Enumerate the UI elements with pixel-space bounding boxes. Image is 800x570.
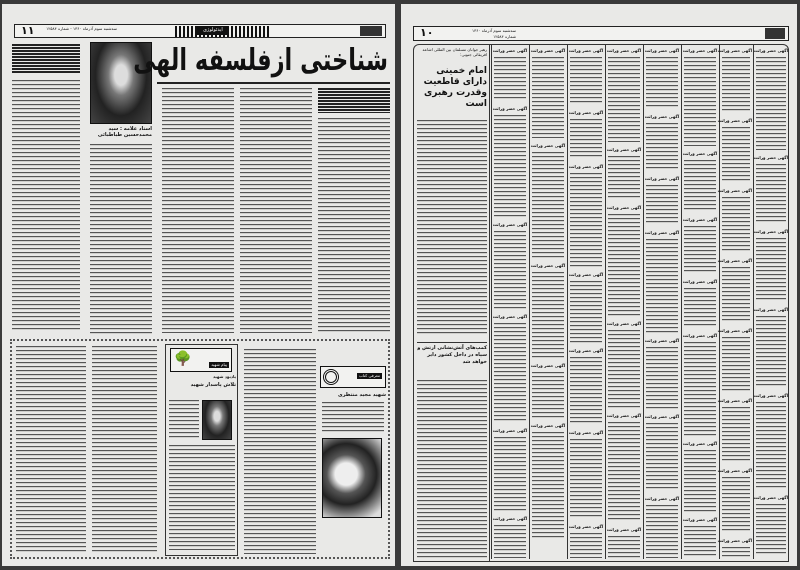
ad-heading: آگهی حصر وراثت	[753, 229, 788, 234]
ad-heading: آگهی حصر وراثت	[644, 496, 680, 501]
page-number: ١١	[21, 24, 35, 37]
ad-heading: آگهی حصر وراثت	[682, 217, 718, 222]
article-column	[417, 120, 487, 335]
page-header-band	[14, 24, 386, 38]
ad-text	[608, 156, 640, 200]
ad-text	[608, 57, 640, 142]
article-column	[240, 88, 312, 333]
ad-heading: آگهی حصر وراثت	[492, 516, 528, 521]
ad-text	[722, 547, 750, 558]
section-label: ایدئولوژی	[197, 26, 229, 35]
divider	[489, 44, 490, 562]
tree-icon: 🌳 پیام شهید	[170, 348, 232, 372]
left-page	[2, 4, 395, 566]
ad-text	[722, 197, 750, 253]
date-line: سه‌شنبه سوم آذرماه ۱۳۶۰	[472, 28, 516, 33]
box-subtitle: یادبود شهید	[212, 374, 236, 379]
ad-text	[684, 57, 716, 146]
ad-column	[681, 44, 718, 559]
ad-heading: آگهی حصر وراثت	[753, 393, 788, 398]
ad-text	[684, 342, 716, 436]
ad-heading: آگهی حصر وراثت	[568, 48, 604, 53]
book-cover-photo	[322, 438, 382, 518]
box-text	[169, 445, 235, 550]
ad-heading: آگهی حصر وراثت	[530, 48, 566, 53]
ad-text	[570, 439, 602, 519]
ad-heading: آگهی حصر وراثت	[682, 279, 718, 284]
newspaper-logo	[765, 28, 785, 39]
ad-heading: آگهی حصر وراثت	[753, 307, 788, 312]
ad-text	[608, 214, 640, 316]
ad-text	[684, 288, 716, 328]
issue-line: شماره ۱۲۵۸۴	[493, 34, 516, 39]
martyr-photo	[202, 400, 232, 440]
headline: امام خمینی دارای قاطعیت وقدرت رهبری است	[423, 66, 487, 109]
ad-text	[494, 57, 526, 101]
ad-text	[646, 423, 678, 491]
ad-heading: آگهی حصر وراثت	[644, 176, 680, 181]
ad-text	[494, 525, 526, 558]
intro-text	[12, 44, 80, 74]
ad-heading: آگهی حصر وراثت	[492, 106, 528, 111]
ad-heading: آگهی حصر وراثت	[530, 423, 566, 428]
kicker: رهبر جوانان مسلمان بین المللی اشاعه افریقائی جنوبی:	[422, 47, 487, 57]
box-name: تلاش پاسدار شهید	[190, 382, 236, 388]
ad-heading: آگهی حصر وراثت	[492, 222, 528, 227]
ad-text	[722, 127, 750, 183]
ad-text	[646, 185, 678, 225]
article-column	[12, 80, 80, 330]
date-line: سه‌شنبه سوم آذرماه ۱۳۶۰ - شماره ۱۲۵۸۴	[46, 26, 117, 31]
ad-text	[646, 239, 678, 333]
ad-heading: آگهی حصر وراثت	[753, 155, 788, 160]
ad-heading: آگهی حصر وراثت	[644, 414, 680, 419]
ad-text	[722, 267, 750, 323]
box-name: شهید مجید منتظری	[338, 392, 386, 398]
photo-caption: استاد علامه : سید محمدحسین طباطبائی	[97, 126, 152, 138]
ad-heading: آگهی حصر وراثت	[682, 48, 718, 53]
ad-heading: آگهی حصر وراثت	[492, 48, 528, 53]
ad-text	[684, 526, 716, 558]
article-column	[244, 349, 316, 554]
ad-column	[567, 44, 604, 559]
ad-column	[529, 44, 566, 559]
ad-heading: آگهی حصر وراثت	[753, 495, 788, 500]
book-logo-icon	[320, 366, 386, 388]
ad-text	[570, 281, 602, 343]
newspaper-logo	[360, 26, 382, 36]
ad-text	[756, 57, 786, 150]
ad-heading: آگهی حصر وراثت	[753, 48, 788, 53]
ad-text	[722, 477, 750, 533]
article-title: شناختی ازفلسفه الهی	[133, 43, 388, 78]
ad-column	[605, 44, 642, 559]
ad-heading: آگهی حصر وراثت	[530, 263, 566, 268]
page-header-band	[413, 26, 789, 41]
ad-heading: آگهی حصر وراثت	[682, 517, 718, 522]
ad-text	[570, 533, 602, 558]
article-column	[162, 88, 234, 333]
ad-heading: آگهی حصر وراثت	[644, 48, 680, 53]
ad-text	[570, 119, 602, 159]
ad-text	[608, 330, 640, 408]
article-column	[318, 118, 390, 333]
ad-heading: آگهی حصر وراثت	[606, 205, 642, 210]
box-label: معرفی کتاب	[359, 373, 380, 378]
ad-text	[532, 152, 564, 258]
ad-column	[491, 44, 528, 559]
ad-text	[494, 115, 526, 217]
article-column	[90, 144, 152, 334]
ad-text	[756, 238, 786, 302]
ad-heading: آگهی حصر وراثت	[568, 164, 604, 169]
ad-heading: آگهی حصر وراثت	[682, 333, 718, 338]
ad-text	[684, 160, 716, 212]
ad-heading: آگهی حصر وراثت	[568, 272, 604, 277]
ad-text	[756, 164, 786, 224]
ad-column	[643, 44, 680, 559]
ad-text	[646, 347, 678, 409]
ad-text	[722, 337, 750, 393]
ad-heading: آگهی حصر وراثت	[717, 258, 752, 263]
ad-heading: آگهی حصر وراثت	[717, 188, 752, 193]
ad-heading: آگهی حصر وراثت	[568, 110, 604, 115]
ad-heading: آگهی حصر وراثت	[492, 314, 528, 319]
ad-text	[570, 57, 602, 105]
ad-heading: آگهی حصر وراثت	[606, 413, 642, 418]
ad-heading: آگهی حصر وراثت	[644, 114, 680, 119]
article-column	[417, 380, 487, 558]
ad-column	[753, 44, 788, 559]
article-column	[16, 346, 86, 554]
ad-heading: آگهی حصر وراثت	[682, 441, 718, 446]
ad-text	[608, 422, 640, 522]
ad-text	[646, 123, 678, 171]
ad-text	[532, 57, 564, 138]
ad-text	[532, 272, 564, 358]
ad-heading: آگهی حصر وراثت	[644, 230, 680, 235]
page-number: ۱۰	[420, 26, 434, 39]
ad-text	[608, 536, 640, 558]
ad-heading: آگهی حصر وراثت	[644, 338, 680, 343]
ad-text	[570, 357, 602, 425]
right-page	[401, 4, 797, 566]
book-box	[320, 366, 386, 556]
ad-heading: آگهی حصر وراثت	[717, 398, 752, 403]
ad-heading: آگهی حصر وراثت	[717, 118, 752, 123]
ad-text	[756, 402, 786, 490]
box-label: پیام شهید	[211, 362, 227, 367]
ad-text	[646, 505, 678, 558]
ad-text	[532, 372, 564, 418]
ad-heading: آگهی حصر وراثت	[568, 430, 604, 435]
ad-text	[684, 226, 716, 274]
ad-heading: آگهی حصر وراثت	[682, 151, 718, 156]
divider	[157, 82, 390, 84]
ad-heading: آگهی حصر وراثت	[717, 468, 752, 473]
box-text	[322, 402, 384, 432]
ad-heading: آگهی حصر وراثت	[492, 428, 528, 433]
ad-text	[494, 323, 526, 423]
ad-text	[722, 407, 750, 463]
ad-text	[532, 432, 564, 538]
ad-heading: آگهی حصر وراثت	[530, 363, 566, 368]
box-text	[169, 400, 199, 440]
subheadline: کمپ‌های آتش‌نشانی ارتش و سپاه در داخل کشور دایر خواهد شد	[417, 342, 487, 366]
ad-text	[494, 231, 526, 309]
article-column	[92, 346, 157, 554]
ad-column	[719, 44, 752, 559]
ad-heading: آگهی حصر وراثت	[717, 328, 752, 333]
ad-text	[756, 316, 786, 388]
ad-heading: آگهی حصر وراثت	[606, 527, 642, 532]
martyr-box	[165, 344, 238, 556]
ad-text	[494, 437, 526, 511]
ad-text	[570, 173, 602, 267]
ad-heading: آگهی حصر وراثت	[568, 524, 604, 529]
ad-heading: آگهی حصر وراثت	[717, 538, 752, 543]
ad-heading: آگهی حصر وراثت	[568, 348, 604, 353]
ad-heading: آگهی حصر وراثت	[606, 147, 642, 152]
ad-heading: آگهی حصر وراثت	[530, 143, 566, 148]
ad-heading: آگهی حصر وراثت	[606, 321, 642, 326]
ad-heading: آگهی حصر وراثت	[606, 48, 642, 53]
intro-text	[318, 88, 390, 113]
ad-text	[756, 504, 786, 554]
ad-heading: آگهی حصر وراثت	[717, 48, 752, 53]
ad-text	[684, 450, 716, 512]
ad-text	[722, 57, 750, 113]
ad-text	[646, 57, 678, 109]
